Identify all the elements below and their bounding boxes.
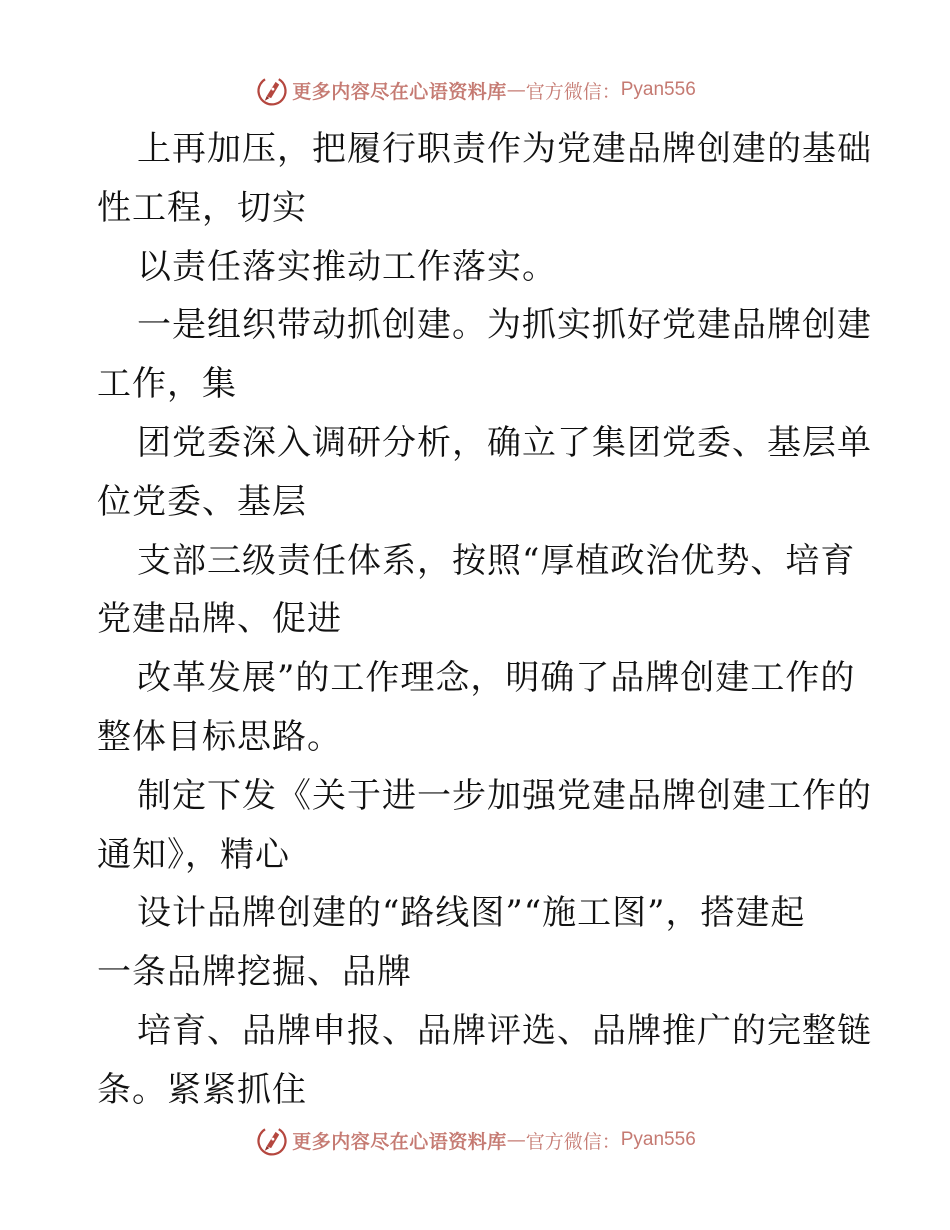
- banner-wechat-account: Pyan556: [620, 1129, 696, 1150]
- text-line: 条。紧紧抓住: [97, 1069, 307, 1110]
- text-line: 以责任落实推动工作落实。: [137, 246, 557, 287]
- footer-banner: [0, 1120, 950, 1160]
- text-line: 整体目标思路。: [97, 716, 342, 757]
- banner-title: 更多内容尽在心语资料库: [292, 1130, 507, 1153]
- text-line: 制定下发《关于进一步加强党建品牌创建工作的: [137, 775, 872, 816]
- banner-separator: —: [506, 79, 526, 101]
- text-line: 团党委深入调研分析，确立了集团党委、基层单: [137, 422, 872, 463]
- text-line: 支部三级责任体系，按照“厚植政治优势、培育: [137, 540, 856, 581]
- text-line: 改革发展”的工作理念，明确了品牌创建工作的: [137, 658, 856, 699]
- text-line: 位党委、基层: [97, 481, 307, 522]
- text-line: 上再加压，把履行职责作为党建品牌创建的基础: [137, 129, 872, 169]
- banner-title: 更多内容尽在心语资料库: [292, 80, 507, 103]
- text-line: 培育、品牌申报、品牌评选、品牌推广的完整链: [137, 1010, 872, 1051]
- banner-wechat-account: Pyan556: [620, 79, 696, 100]
- document-body: [97, 120, 872, 1120]
- text-line: 工作，集: [97, 364, 237, 405]
- pen-nib-logo-icon: [254, 1122, 290, 1158]
- text-line: 设计品牌创建的“路线图”“施工图”，搭建起: [137, 893, 806, 934]
- text-line: 党建品牌、促进: [97, 599, 342, 640]
- text-line: 通知》，精心: [97, 834, 290, 875]
- text-line: 一条品牌挖掘、品牌: [97, 952, 412, 993]
- text-line: 性工程，切实: [97, 187, 307, 228]
- text-line: 一是组织带动抓创建。为抓实抓好党建品牌创建: [137, 305, 872, 346]
- pen-nib-logo-icon: [254, 72, 290, 108]
- header-banner: [0, 70, 950, 110]
- banner-wechat-label: 官方微信：: [525, 1130, 621, 1153]
- banner-wechat-label: 官方微信：: [525, 80, 621, 103]
- banner-separator: —: [506, 1129, 526, 1151]
